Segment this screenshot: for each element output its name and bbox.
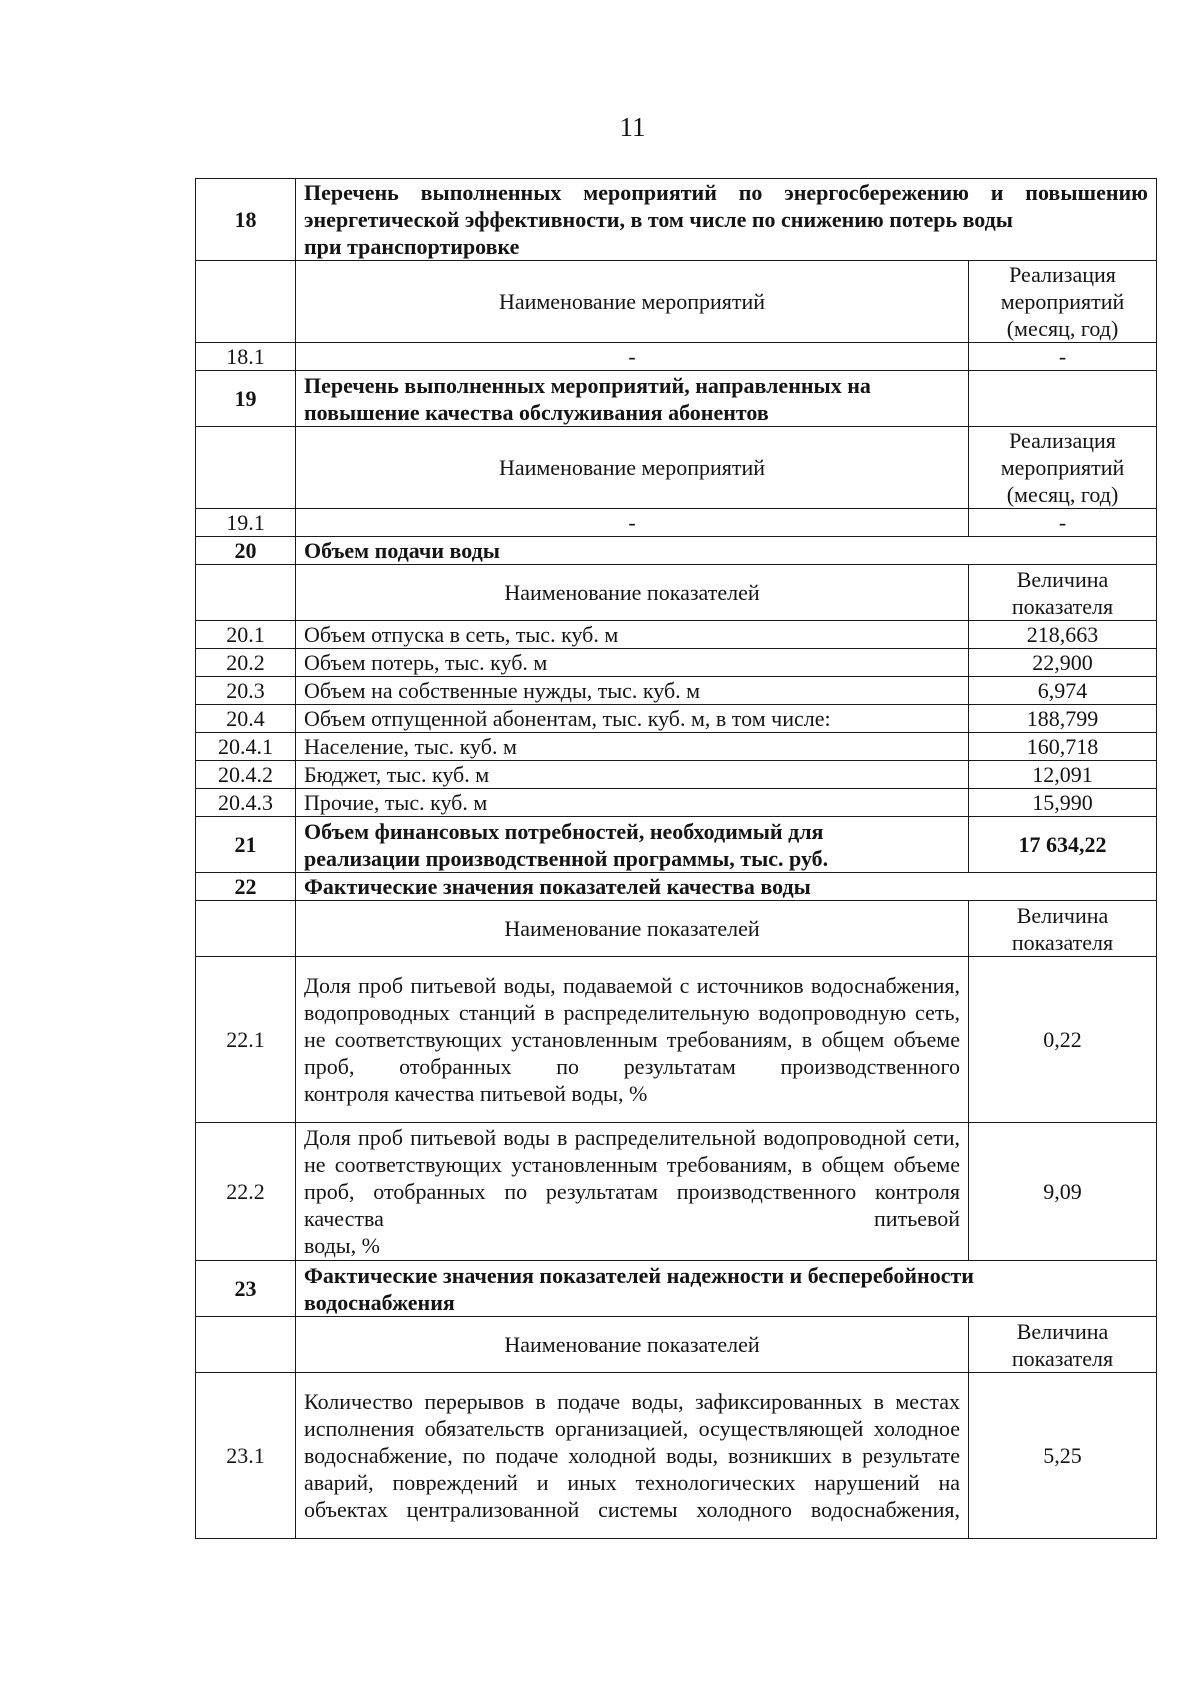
section-title-line: водоснабжения bbox=[304, 1289, 455, 1315]
column-header-name: Наименование мероприятий bbox=[296, 427, 969, 509]
section-number: 23 bbox=[196, 1261, 296, 1317]
section-title-line: Фактические значения показателей надежности и бесперебойности bbox=[304, 1262, 974, 1288]
empty-cell bbox=[196, 1317, 296, 1373]
row-number: 20.1 bbox=[196, 621, 296, 649]
empty-cell bbox=[196, 565, 296, 621]
row-number: 19.1 bbox=[196, 509, 296, 537]
column-header-value: Величина показателя bbox=[969, 901, 1157, 957]
column-header-row bbox=[196, 261, 1157, 343]
row-text: Доля проб питьевой воды, подаваемой с источников водоснабжения, водопроводных станций в распределительную водопроводную сеть, не соответствующих установленным требованиям, в общем объеме проб, отобранных по результатам производственного bbox=[304, 973, 960, 1079]
row-value: 218,663 bbox=[969, 621, 1157, 649]
row-name: - bbox=[296, 343, 969, 371]
table-row bbox=[196, 957, 1157, 1123]
table-row bbox=[196, 789, 1157, 817]
row-value: 12,091 bbox=[969, 761, 1157, 789]
table-row bbox=[196, 649, 1157, 677]
column-header-value: Реализация мероприятий (месяц, год) bbox=[969, 261, 1157, 343]
section-title-line: Перечень выполненных мероприятий, направленных на bbox=[304, 372, 871, 398]
table-row bbox=[196, 761, 1157, 789]
column-header-name: Наименование мероприятий bbox=[296, 261, 969, 343]
row-name: Объем на собственные нужды, тыс. куб. м bbox=[296, 677, 969, 705]
empty-cell bbox=[196, 901, 296, 957]
row-value: 22,900 bbox=[969, 649, 1157, 677]
row-value: 160,718 bbox=[969, 733, 1157, 761]
row-text: Доля проб питьевой воды в распределительной водопроводной сети, не соответствующих установленным требованиям, в общем объеме проб, отобранных по результатам производственного контроля качества питьевой bbox=[304, 1125, 960, 1231]
empty-cell bbox=[196, 261, 296, 343]
section-number: 20 bbox=[196, 537, 296, 565]
row-name bbox=[296, 1123, 969, 1261]
row-name: Объем отпущенной абонентам, тыс. куб. м, в том числе: bbox=[296, 705, 969, 733]
section-title bbox=[296, 1261, 1157, 1317]
section-number: 22 bbox=[196, 873, 296, 901]
row-number: 20.4.2 bbox=[196, 761, 296, 789]
table-row bbox=[196, 343, 1157, 371]
section-title-line: Перечень выполненных мероприятий по энергосбережению и повышению энергетической эффективности, в том числе по снижению потерь воды bbox=[304, 180, 1148, 232]
row-name: Бюджет, тыс. куб. м bbox=[296, 761, 969, 789]
column-header-row bbox=[196, 565, 1157, 621]
section-number: 18 bbox=[196, 179, 296, 261]
section-title bbox=[296, 371, 969, 427]
empty-cell bbox=[196, 427, 296, 509]
report-table bbox=[195, 178, 1157, 1539]
table-row bbox=[196, 1373, 1157, 1539]
row-number: 20.4.3 bbox=[196, 789, 296, 817]
table-row bbox=[196, 621, 1157, 649]
row-value: - bbox=[969, 509, 1157, 537]
section-number: 21 bbox=[196, 817, 296, 873]
page-number: 11 bbox=[619, 112, 646, 142]
row-number: 20.4 bbox=[196, 705, 296, 733]
section-number: 19 bbox=[196, 371, 296, 427]
row-name bbox=[296, 957, 969, 1123]
row-number: 22.2 bbox=[196, 1123, 296, 1261]
row-number: 20.2 bbox=[196, 649, 296, 677]
row-value: 6,974 bbox=[969, 677, 1157, 705]
section-title: Фактические значения показателей качества воды bbox=[296, 873, 1157, 901]
row-text: контроля качества питьевой воды, % bbox=[304, 1081, 648, 1106]
table-row bbox=[196, 677, 1157, 705]
section-title-line: при транспортировке bbox=[304, 234, 520, 259]
section-21-row bbox=[196, 817, 1157, 873]
row-text: воды, % bbox=[304, 1233, 380, 1258]
row-value: 9,09 bbox=[969, 1123, 1157, 1261]
column-header-row bbox=[196, 1317, 1157, 1373]
column-header-name: Наименование показателей bbox=[296, 565, 969, 621]
column-header-row bbox=[196, 427, 1157, 509]
table-row bbox=[196, 509, 1157, 537]
section-title-line: реализации производственной программы, тыс. руб. bbox=[304, 845, 829, 871]
section-title bbox=[296, 817, 969, 873]
column-header-value: Величина показателя bbox=[969, 565, 1157, 621]
column-header-name: Наименование показателей bbox=[296, 901, 969, 957]
row-value: 15,990 bbox=[969, 789, 1157, 817]
column-header-value: Величина показателя bbox=[969, 1317, 1157, 1373]
row-number: 18.1 bbox=[196, 343, 296, 371]
section-19-header bbox=[196, 371, 1157, 427]
row-name: - bbox=[296, 509, 969, 537]
section-18-header bbox=[196, 179, 1157, 261]
section-title bbox=[296, 179, 1157, 261]
column-header-row bbox=[196, 901, 1157, 957]
section-title-line: Объем финансовых потребностей, необходимый для bbox=[304, 818, 824, 844]
financial-value: 17 634,22 bbox=[969, 817, 1157, 873]
row-name: Объем отпуска в сеть, тыс. куб. м bbox=[296, 621, 969, 649]
section-20-header bbox=[196, 537, 1157, 565]
row-name: Население, тыс. куб. м bbox=[296, 733, 969, 761]
row-number: 22.1 bbox=[196, 957, 296, 1123]
row-number: 20.4.1 bbox=[196, 733, 296, 761]
section-title: Объем подачи воды bbox=[296, 537, 1157, 565]
row-value: - bbox=[969, 343, 1157, 371]
column-header-name: Наименование показателей bbox=[296, 1317, 969, 1373]
section-title-line: повышение качества обслуживания абонентов bbox=[304, 399, 769, 425]
row-number: 20.3 bbox=[196, 677, 296, 705]
row-name: Количество перерывов в подаче воды, зафиксированных в местах исполнения обязательств организацией, осуществляющей холодное водоснабжение, по подаче холодной воды, возникших в результате аварий, повреждений и иных технологических нарушений на объектах централизованной системы холодного водоснабжения, bbox=[296, 1373, 969, 1539]
empty-cell bbox=[969, 371, 1157, 427]
row-name: Объем потерь, тыс. куб. м bbox=[296, 649, 969, 677]
table-row bbox=[196, 705, 1157, 733]
row-value: 5,25 bbox=[969, 1373, 1157, 1539]
table-row bbox=[196, 733, 1157, 761]
table-row bbox=[196, 1123, 1157, 1261]
column-header-value: Реализация мероприятий (месяц, год) bbox=[969, 427, 1157, 509]
row-number: 23.1 bbox=[196, 1373, 296, 1539]
row-name: Прочие, тыс. куб. м bbox=[296, 789, 969, 817]
row-value: 188,799 bbox=[969, 705, 1157, 733]
section-23-header bbox=[196, 1261, 1157, 1317]
section-22-header bbox=[196, 873, 1157, 901]
row-value: 0,22 bbox=[969, 957, 1157, 1123]
